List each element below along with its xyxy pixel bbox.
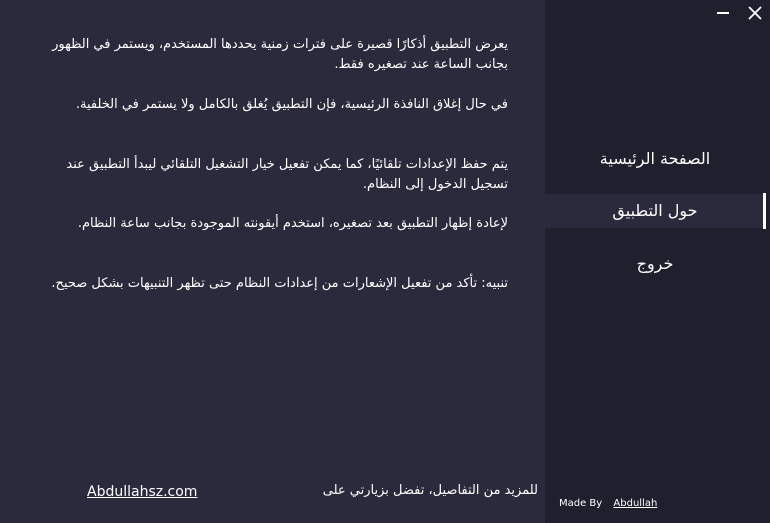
- about-paragraph-4: لإعادة إظهار التطبيق بعد تصغيره، استخدم أيقونته الموجودة بجانب ساعة النظام.: [77, 216, 508, 231]
- about-paragraph-3: يتم حفظ الإعدادات تلقائيًا، كما يمكن تفعيل خيار التشغيل التلقائي ليبدأ التطبيق عند تسجيل الدخول إلى النظام.: [66, 157, 508, 192]
- about-paragraph-1: يعرض التطبيق أذكارًا قصيرة على فترات زمنية يحددها المستخدم، ويستمر في الظهور بجانب الساعة عند تصغيره فقط.: [52, 37, 508, 72]
- active-nav-indicator: [763, 193, 766, 229]
- sidebar: [545, 0, 770, 523]
- minimize-icon[interactable]: [714, 4, 732, 22]
- website-link[interactable]: Abdullahsz.com: [87, 484, 198, 500]
- nav-item-exit[interactable]: خروج: [636, 254, 674, 273]
- footer-visit-text: للمزيد من التفاصيل، تفضل بزيارتي على: [322, 483, 538, 498]
- close-icon[interactable]: [746, 4, 764, 22]
- author-link[interactable]: Abdullah: [613, 498, 658, 509]
- made-by-label: Made By: [559, 498, 603, 509]
- nav-item-about[interactable]: حول التطبيق: [545, 194, 765, 228]
- window-controls: [714, 4, 764, 22]
- about-paragraph-2: في حال إغلاق النافذة الرئيسية، فإن التطبيق يُغلق بالكامل ولا يستمر في الخلفية.: [75, 97, 508, 112]
- about-paragraph-5: تنبيه: تأكد من تفعيل الإشعارات من إعدادات النظام حتى تظهر التنبيهات بشكل صحيح.: [51, 276, 508, 291]
- made-by-credit: [559, 498, 657, 509]
- nav-item-home[interactable]: الصفحة الرئيسية: [599, 149, 711, 168]
